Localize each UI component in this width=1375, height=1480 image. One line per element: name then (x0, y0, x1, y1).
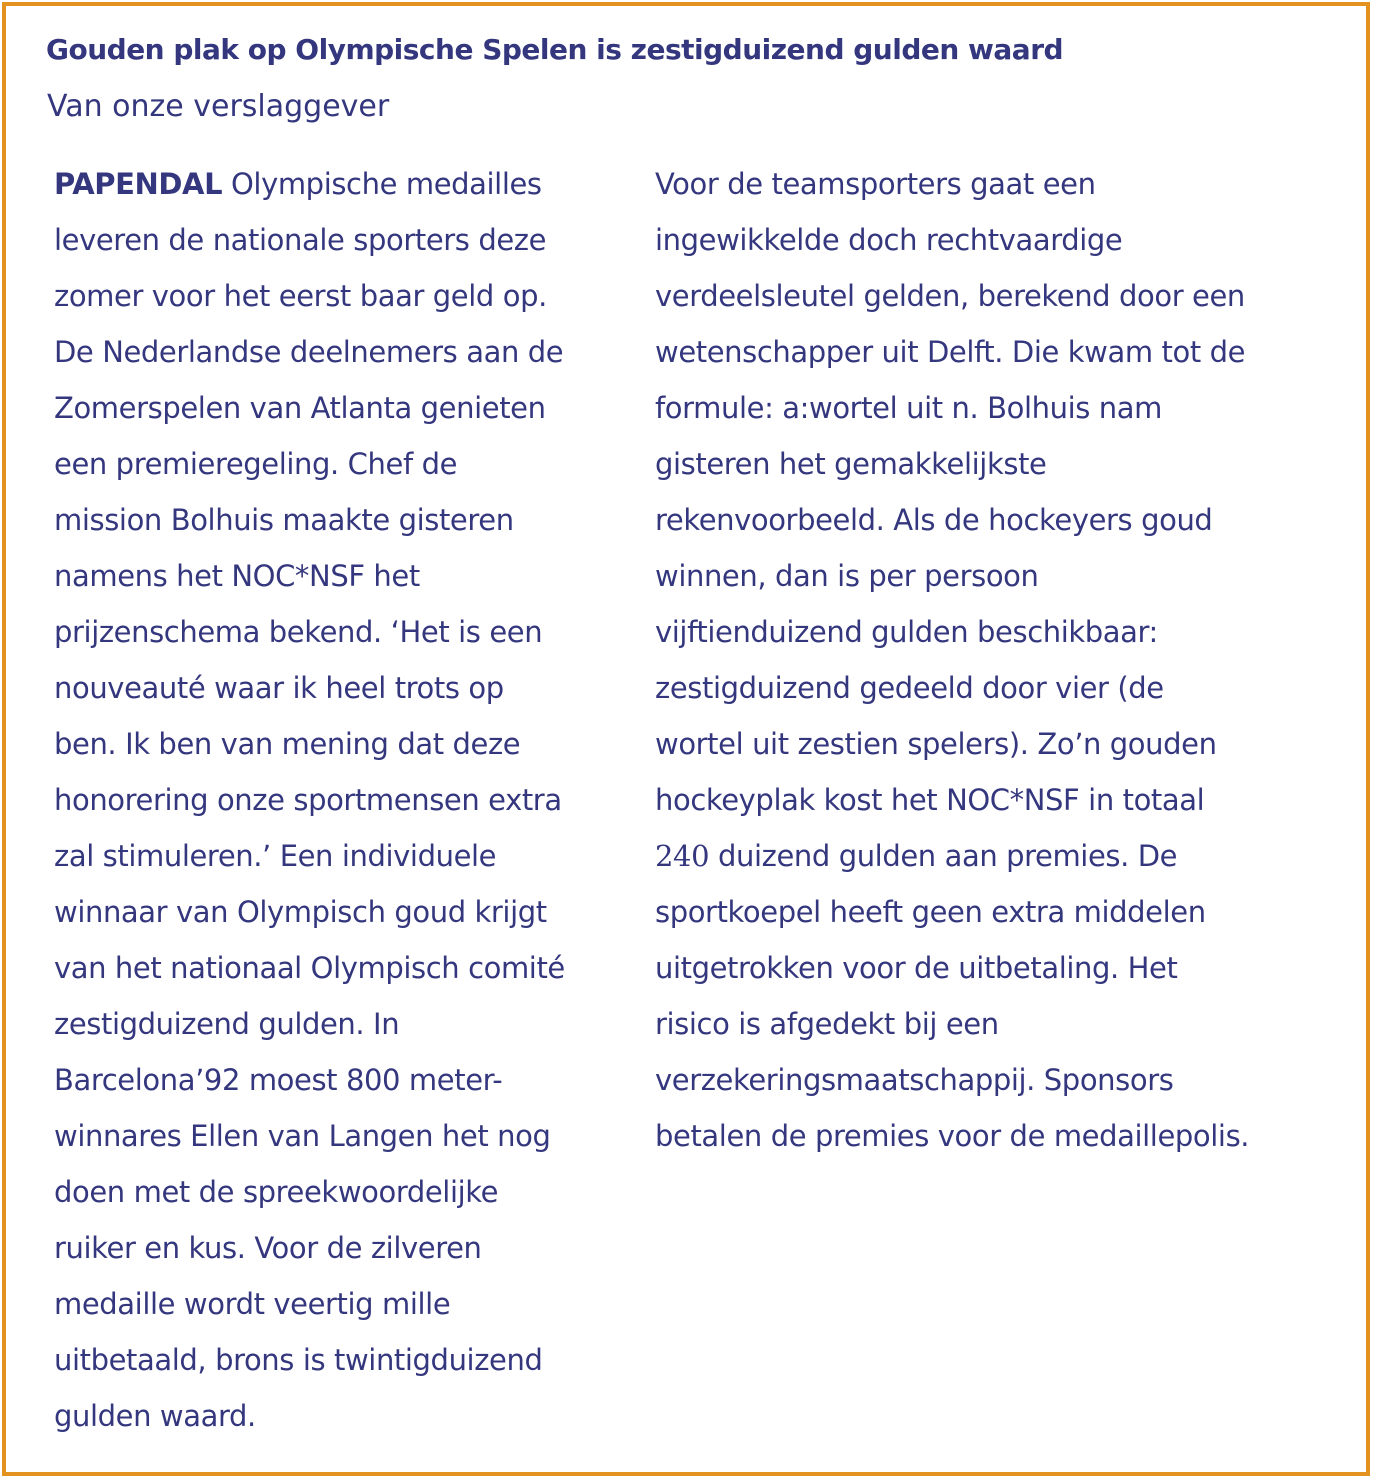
text-line: winnen, dan is per persoon (655, 559, 1039, 593)
text-line: zestigduizend gulden. In (54, 1007, 400, 1041)
text-line (54, 158, 565, 214)
text-line: wetenschapper uit Delft. Die kwam tot de (655, 335, 1246, 369)
text-line: doen met de spreekwoordelijke (54, 1175, 499, 1209)
text-line: sportkoepel heeft geen extra middelen (655, 895, 1206, 929)
text-line: ruiker en kus. Voor de zilveren (54, 1231, 482, 1265)
article-headline: Gouden plak op Olympische Spelen is zestigduizend gulden waard (46, 33, 1064, 66)
text-line: Barcelona’92 moest 800 meter- (54, 1063, 503, 1097)
text-line: leveren de nationale sporters deze (54, 223, 547, 257)
text-line: Voor de teamsporters gaat een (655, 167, 1096, 201)
article-byline: Van onze verslaggever (47, 89, 390, 124)
text-line: zestigduizend gedeeld door vier (de (655, 671, 1164, 705)
text-line: formule: a:wortel uit n. Bolhuis nam (655, 391, 1162, 425)
text-line: van het nationaal Olympisch comité (54, 951, 565, 985)
text-line: wortel uit zestien spelers). Zo’n gouden (655, 727, 1217, 761)
text-line: een premieregeling. Chef de (54, 447, 458, 481)
text-line: verdeelsleutel gelden, berekend door een (655, 279, 1245, 313)
text-line: ben. Ik ben van mening dat deze (54, 727, 521, 761)
text-line: Zomerspelen van Atlanta genieten (54, 391, 546, 425)
text-line: winnares Ellen van Langen het nog (54, 1119, 551, 1153)
text-line: medaille wordt veertig mille (54, 1287, 451, 1321)
text-line: verzekeringsmaatschappij. Sponsors (655, 1063, 1174, 1097)
article-dateline: PAPENDAL (54, 167, 223, 201)
text-line: uitbetaald, brons is twintigduizend (54, 1343, 543, 1377)
text-line-rest: Olympische medailles (222, 167, 542, 201)
text-line: betalen de premies voor de medaillepolis. (655, 1119, 1250, 1153)
text-line: prijzenschema bekend. ‘Het is een (54, 615, 543, 649)
text-line: zomer voor het eerst baar geld op. (54, 279, 547, 313)
text-line: uitgetrokken voor de uitbetaling. Het (655, 951, 1178, 985)
text-line: mission Bolhuis maakte gisteren (54, 503, 514, 537)
text-line: rekenvoorbeeld. Als de hockeyers goud (655, 503, 1213, 537)
text-line: namens het NOC*NSF het (54, 559, 420, 593)
article-column-right (655, 158, 1249, 1166)
text-line: honorering onze sportmensen extra (54, 783, 562, 817)
text-line: zal stimuleren.’ Een individuele (54, 839, 497, 873)
text-line: vijftienduizend gulden beschikbaar: (655, 615, 1158, 649)
text-line: hockeyplak kost het NOC*NSF in totaal (655, 783, 1205, 817)
text-line: De Nederlandse deelnemers aan de (54, 335, 564, 369)
text-line: risico is afgedekt bij een (655, 1007, 999, 1041)
text-line (655, 830, 1249, 886)
text-line: winnaar van Olympisch goud krijgt (54, 895, 547, 929)
text-line: gulden waard. (54, 1399, 256, 1433)
text-line-rest: duizend gulden aan premies. De (709, 839, 1178, 873)
text-line: nouveauté waar ik heel trots op (54, 671, 504, 705)
article-column-left (54, 158, 565, 1446)
text-line: ingewikkelde doch rechtvaardige (655, 223, 1123, 257)
text-line: gisteren het gemakkelijkste (655, 447, 1047, 481)
premium-total-number: 240 (655, 839, 710, 873)
